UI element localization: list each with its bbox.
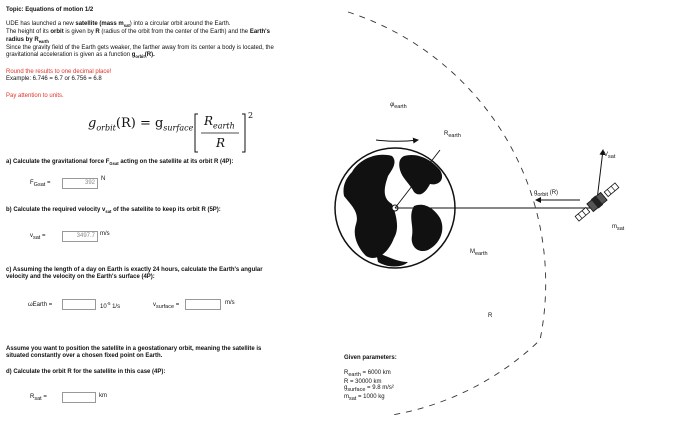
m-sat-label: $m_{sat}$	[612, 224, 625, 233]
g-orbit-label: $g_{orbit}$ (R)	[534, 190, 559, 199]
omega-unit: $10^{-5}$ 1/s	[100, 301, 121, 310]
units-note: Pay attention to units.	[6, 93, 64, 99]
omega-label: ωEarth =	[28, 302, 53, 308]
formula-numerator: $R_{earth}$	[204, 114, 235, 131]
formula-exponent: 2	[248, 111, 254, 120]
satellite-icon	[573, 181, 621, 224]
round-note: Round the results to one decimal place!	[6, 69, 112, 75]
given-parameters: $R_{earth} = 6000$ km R = 30000 km $g_{surface} = 9.8$ m/s² $m_{sat} = 1000$ kg	[344, 370, 394, 403]
question-b-text: b) Calculate the required velocity $v_{sat}$ of the satellite to keep its orbit R (5P):	[6, 207, 221, 215]
example-note: Example: 6.746 = 6.7 or 6.756 = 6.8	[6, 76, 102, 82]
v-sat-label: $V_{sat}$	[604, 152, 616, 161]
question-c-text: c) Assuming the length of a day on Earth is exactly 24 hours, calculate the Earth's angular velocity and the velocity on the Earth's surface (4P):	[6, 267, 263, 281]
force-label: $F_{Gsat}$ =	[30, 180, 51, 189]
topic-title: Topic: Equations of motion 1/2	[6, 7, 94, 13]
intro-paragraph: UDE has launched a new satellite (mass $m_{sat}$) into a circular orbit around the Earth. The height of its orbit is given by R (radius of the orbit from the center of the Earth) and the Earth's radius by $R_{earth}$ Since the gravity field of the Earth gets weaker, the farther away from its center a body is located, the gravitational acceleration is given as a function $g_{orbit}(R)$.	[6, 21, 274, 60]
geostationary-text: Assume you want to position the satellite in a geostationary orbit, meaning the satellite is situated constantly over a chosen fixed point on Earth.	[6, 346, 262, 360]
formula-denominator: R	[216, 136, 226, 150]
r-earth-label: $R_{earth}$	[444, 131, 461, 140]
gravity-formula: $g_{orbit}(R) = g_{surface}$	[88, 116, 194, 133]
velocity-input[interactable]: 3497.7	[62, 231, 98, 242]
orbit-radius-label: $R_{sat}$ =	[30, 394, 47, 403]
orbit-radius-unit: km	[99, 393, 107, 399]
question-a-text: a) Calculate the gravitational force $F_{Gsat}$ acting on the satellite at its orbit R (4P):	[6, 159, 234, 167]
surface-velocity-label: $v_{surface}$ =	[153, 302, 180, 311]
m-earth-label: $M_{earth}$	[470, 249, 488, 258]
phi-earth-label: $\varphi_{earth}$	[390, 101, 407, 111]
force-unit: N	[101, 176, 106, 182]
r-orbit-label: R	[488, 313, 493, 319]
surface-velocity-unit: m/s	[225, 300, 235, 306]
force-input[interactable]: 392	[62, 178, 98, 189]
rotation-arrow	[376, 140, 418, 141]
question-d-text: d) Calculate the orbit R for the satellite in this case (4P):	[6, 369, 166, 375]
given-title: Given parameters:	[344, 355, 397, 361]
velocity-unit: m/s	[100, 231, 110, 237]
velocity-label: $v_{sat}$ =	[30, 233, 46, 242]
